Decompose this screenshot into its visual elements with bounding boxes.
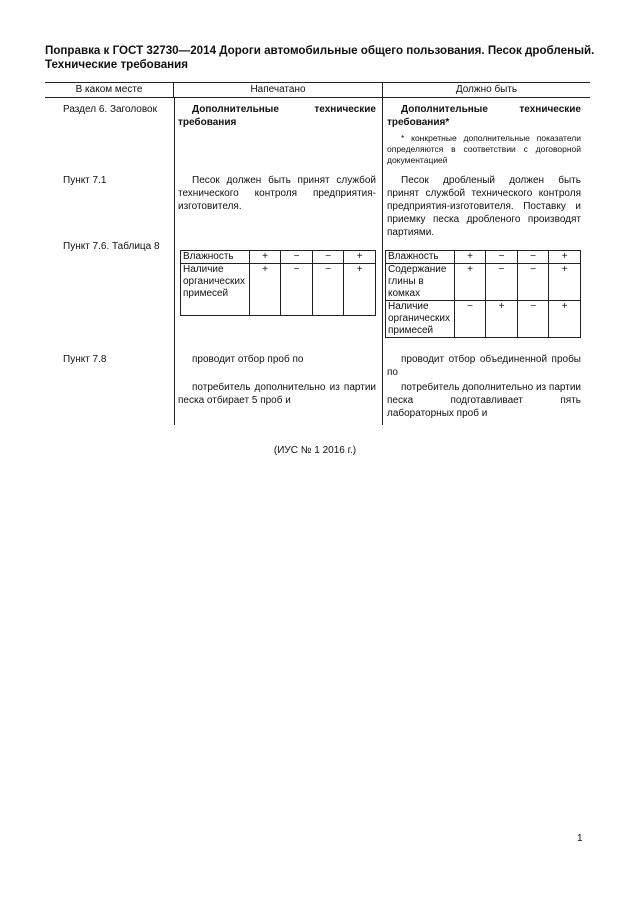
mark-cell: − (454, 301, 486, 338)
table-row (386, 301, 581, 338)
issue-reference: (ИУС № 1 2016 г.) (273, 445, 357, 456)
printed-table-8 (180, 250, 376, 316)
mark-cell: − (486, 264, 518, 301)
mark-cell: + (454, 264, 486, 301)
mark-cell: + (454, 251, 486, 264)
mark-cell: + (549, 251, 581, 264)
column-header-place: В каком месте (75, 84, 143, 95)
mark-cell: − (486, 251, 518, 264)
column-divider-should (382, 82, 383, 425)
row-label: Содержание глины в комках (386, 264, 455, 301)
corrected-7-8-first: проводит отбор объединенной пробы по (387, 354, 581, 378)
mark-cell: − (281, 264, 313, 316)
place-7-6: Пункт 7.6. Таблица 8 (63, 241, 160, 252)
corrected-heading: Дополнительные технические требования* (387, 104, 581, 128)
table-row (386, 264, 581, 301)
mark-cell: − (281, 251, 313, 264)
column-header-should: Должно быть (455, 84, 518, 95)
page-number: 1 (577, 833, 583, 844)
table-header (45, 82, 590, 98)
table-row (181, 251, 376, 264)
corrected-footnote: * конкретные дополнительные показатели определяются в соответствии с договорной документацией (387, 133, 581, 165)
mark-cell: + (549, 264, 581, 301)
mark-cell: − (517, 301, 549, 338)
corrected-7-1: Песок дробленый должен быть принят службой технического контроля предприятия-изготовителя. Поставку и приемку песка дробленого производят партиями. (387, 175, 581, 238)
corrected-table-8 (385, 250, 581, 338)
row-label: Влажность (386, 251, 455, 264)
document-title: Поправка к ГОСТ 32730—2014 Дороги автомобильные общего пользования. Песок дробленый. Технические требования (45, 44, 595, 71)
row-label: Влажность (181, 251, 250, 264)
row-label: Наличие органических примесей (386, 301, 455, 338)
mark-cell: + (344, 264, 376, 316)
place-7-8: Пункт 7.8 (63, 354, 107, 365)
corrected-7-8-second: потребитель дополнительно из партии песка подготавливает пять лабораторных проб и (387, 382, 581, 419)
mark-cell: − (517, 251, 549, 264)
printed-7-8-second: потребитель дополнительно из партии песка отбирает 5 проб и (178, 382, 376, 406)
printed-7-8-first: проводит отбор проб по (192, 354, 304, 365)
mark-cell: − (517, 264, 549, 301)
mark-cell: + (486, 301, 518, 338)
column-divider-printed (174, 98, 175, 425)
place-7-1: Пункт 7.1 (63, 175, 107, 186)
mark-cell: + (549, 301, 581, 338)
mark-cell: + (344, 251, 376, 264)
printed-7-1: Песок должен быть принят службой технического контроля предприятия-изготовителя. (178, 175, 376, 212)
table-row (181, 264, 376, 316)
mark-cell: + (249, 251, 281, 264)
mark-cell: + (249, 264, 281, 316)
mark-cell: − (312, 264, 344, 316)
header-divider (173, 82, 174, 98)
mark-cell: − (312, 251, 344, 264)
column-header-printed: Напечатано (250, 84, 306, 95)
printed-heading: Дополнительные технические требования (178, 104, 376, 128)
row-label: Наличие органических примесей (181, 264, 250, 316)
table-row (386, 251, 581, 264)
place-section-6: Раздел 6. Заголовок (63, 104, 157, 115)
